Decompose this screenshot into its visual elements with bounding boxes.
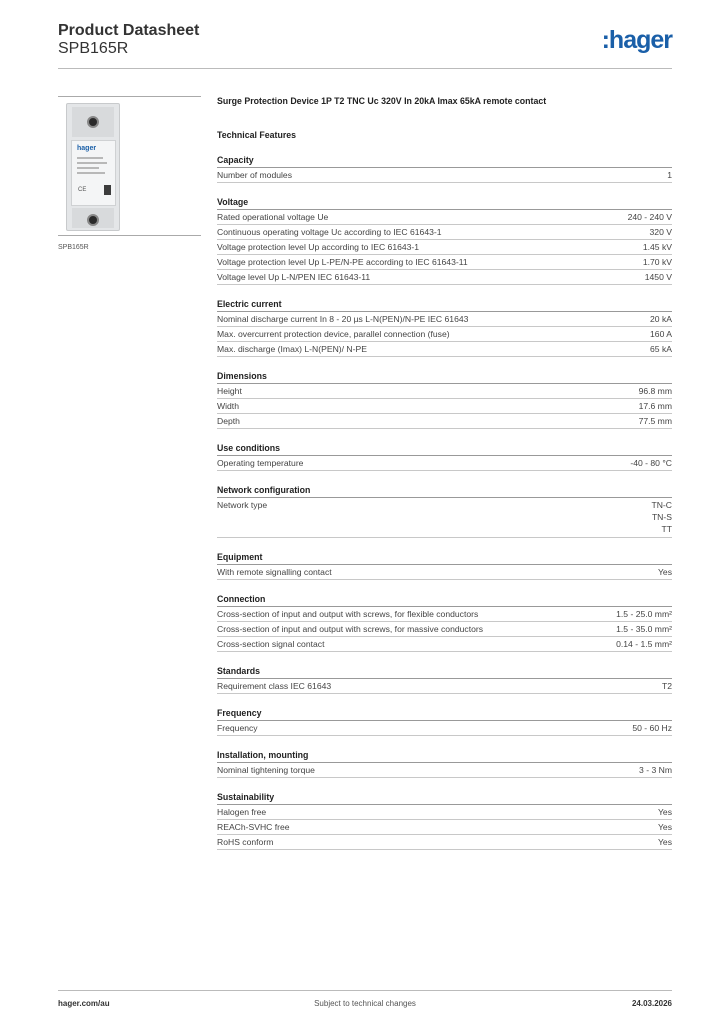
page-title: Product Datasheet <box>58 22 200 39</box>
device-label-line <box>77 162 107 164</box>
spec-value-line: 1.45 kV <box>642 242 672 252</box>
spec-value <box>616 638 672 650</box>
spec-label: Operating temperature <box>217 458 304 468</box>
spec-row <box>217 240 672 255</box>
spec-row <box>217 270 672 285</box>
page-header <box>58 22 672 68</box>
spec-value <box>650 343 672 355</box>
spec-row <box>217 805 672 820</box>
section-title: Connection <box>217 593 672 607</box>
spec-value-line: 17.6 mm <box>638 401 672 411</box>
device-label-line <box>77 167 99 169</box>
spec-label: Depth <box>217 416 240 426</box>
spec-value <box>628 211 672 223</box>
spec-value-line: 20 kA <box>650 314 672 324</box>
spec-value-line: 65 kA <box>650 344 672 354</box>
spec-row <box>217 456 672 471</box>
spec-label: Continuous operating voltage Uc according to IEC 61643-1 <box>217 227 442 237</box>
spec-value <box>658 821 672 833</box>
spec-value <box>650 226 672 238</box>
spec-row <box>217 820 672 835</box>
spec-row <box>217 312 672 327</box>
ce-mark: CE <box>78 187 87 193</box>
spec-label: Number of modules <box>217 170 292 180</box>
spec-value <box>667 169 672 181</box>
spec-row <box>217 679 672 694</box>
spec-label: Nominal discharge current In 8 - 20 µs L-N(PEN)/N-PE IEC 61643 <box>217 314 469 324</box>
spec-section <box>217 154 672 183</box>
terminal-screw-icon <box>87 116 99 128</box>
spec-row <box>217 763 672 778</box>
spec-row <box>217 637 672 652</box>
spec-value <box>658 566 672 578</box>
spec-section <box>217 551 672 580</box>
spec-row <box>217 225 672 240</box>
spec-row <box>217 721 672 736</box>
spec-value-line: Yes <box>657 837 672 847</box>
technical-features-title: Technical Features <box>217 130 297 140</box>
spec-value-line: Yes <box>657 822 672 832</box>
spec-label: Rated operational voltage Ue <box>217 212 329 222</box>
spec-label: REACh-SVHC free <box>217 822 290 832</box>
spec-value <box>616 623 672 635</box>
footer-divider <box>58 990 672 991</box>
section-title: Dimensions <box>217 370 672 384</box>
spec-value-line: 1 <box>667 170 672 180</box>
feature-sections <box>217 154 672 850</box>
section-title: Electric current <box>217 298 672 312</box>
spec-value <box>658 806 672 818</box>
spec-label: Cross-section of input and output with screws, for flexible conductors <box>217 609 479 619</box>
spec-row <box>217 622 672 637</box>
spec-section <box>217 442 672 471</box>
section-title: Network configuration <box>217 484 672 498</box>
spec-value <box>643 256 672 268</box>
product-image <box>58 96 201 236</box>
spec-row <box>217 498 672 538</box>
section-title: Installation, mounting <box>217 749 672 763</box>
spec-value-line: 0.14 - 1.5 mm² <box>616 639 672 649</box>
spec-section <box>217 370 672 429</box>
spec-row <box>217 414 672 429</box>
spec-section <box>217 593 672 652</box>
spec-value <box>632 722 672 734</box>
spec-row <box>217 168 672 183</box>
spec-value-line: T2 <box>661 681 672 691</box>
spec-value-line: 3 - 3 Nm <box>639 765 672 775</box>
spec-label: With remote signalling contact <box>217 567 332 577</box>
spec-value-line: -40 - 80 °C <box>630 458 672 468</box>
spec-row <box>217 327 672 342</box>
spec-label: Nominal tightening torque <box>217 765 315 775</box>
spec-value-line: 77.5 mm <box>638 416 672 426</box>
section-title: Equipment <box>217 551 672 565</box>
hager-logo: :hager <box>601 26 672 54</box>
spec-value-line: 1.5 - 35.0 mm² <box>616 624 672 634</box>
spec-row <box>217 399 672 414</box>
spec-value <box>616 608 672 620</box>
spec-value <box>645 271 672 283</box>
spec-label: Network type <box>217 500 268 510</box>
spec-label: Width <box>217 401 239 411</box>
terminal-screw-icon <box>87 214 99 226</box>
footer-notice: Subject to technical changes <box>314 999 416 1008</box>
spec-value <box>651 499 672 536</box>
section-title: Sustainability <box>217 791 672 805</box>
spec-label: Voltage protection level Up according to IEC 61643-1 <box>217 242 420 252</box>
spec-label: Cross-section of input and output with screws, for massive conductors <box>217 624 484 634</box>
spec-label: Height <box>217 386 242 396</box>
datasheet-content <box>217 95 672 850</box>
spec-section <box>217 196 672 285</box>
spec-label: Voltage level Up L-N/PEN IEC 61643-11 <box>217 272 371 282</box>
spec-value <box>650 313 672 325</box>
spec-section <box>217 484 672 538</box>
spec-label: Cross-section signal contact <box>217 639 325 649</box>
spec-value-line: 1.5 - 25.0 mm² <box>616 609 672 619</box>
section-title: Standards <box>217 665 672 679</box>
spec-value <box>630 457 672 469</box>
footer-date: 24.03.2026 <box>631 999 672 1008</box>
device-illustration <box>66 103 120 231</box>
spec-row <box>217 384 672 399</box>
spec-value-line: 1.70 kV <box>642 257 672 267</box>
footer-website: hager.com/au <box>58 999 110 1008</box>
section-title: Use conditions <box>217 442 672 456</box>
spec-value <box>643 241 672 253</box>
section-title: Capacity <box>217 154 672 168</box>
spec-value <box>639 400 672 412</box>
header-divider <box>58 68 672 69</box>
spec-value <box>658 836 672 848</box>
spec-label: Max. overcurrent protection device, parallel connection (fuse) <box>217 329 450 339</box>
spec-value-line: TN-S <box>651 512 672 522</box>
status-window <box>104 185 111 195</box>
spec-label: RoHS conform <box>217 837 274 847</box>
spec-value-line: 1450 V <box>644 272 672 282</box>
device-label-line <box>77 157 103 159</box>
product-code: SPB165R <box>58 40 129 57</box>
spec-value-line: 96.8 mm <box>638 386 672 396</box>
spec-label: Max. discharge (Imax) L-N(PEN)/ N-PE <box>217 344 367 354</box>
image-caption: SPB165R <box>58 244 89 251</box>
spec-row <box>217 255 672 270</box>
spec-value-line: TN-C <box>651 500 672 510</box>
spec-value <box>662 680 672 692</box>
device-label-line <box>77 172 105 174</box>
spec-value-line: 240 - 240 V <box>627 212 672 222</box>
spec-section <box>217 298 672 357</box>
spec-row <box>217 607 672 622</box>
spec-value <box>639 385 672 397</box>
spec-value-line: TT <box>661 524 672 534</box>
spec-value-line: Yes <box>657 807 672 817</box>
spec-value <box>639 764 672 776</box>
spec-value-line: Yes <box>657 567 672 577</box>
spec-label: Voltage protection level Up L-PE/N-PE according to IEC 61643-11 <box>217 257 468 267</box>
spec-section <box>217 791 672 850</box>
spec-row <box>217 835 672 850</box>
device-front-panel <box>71 140 116 206</box>
spec-label: Halogen free <box>217 807 267 817</box>
spec-section <box>217 749 672 778</box>
spec-row <box>217 210 672 225</box>
spec-value-line: 50 - 60 Hz <box>632 723 672 733</box>
product-title: Surge Protection Device 1P T2 TNC Uc 320V In 20kA Imax 65kA remote contact <box>217 96 547 106</box>
section-title: Voltage <box>217 196 672 210</box>
section-title: Frequency <box>217 707 672 721</box>
spec-value <box>650 328 672 340</box>
spec-value <box>639 415 672 427</box>
device-logo: hager <box>77 145 97 152</box>
spec-value-line: 160 A <box>650 329 672 339</box>
spec-value-line: 320 V <box>649 227 672 237</box>
spec-label: Frequency <box>217 723 258 733</box>
spec-section <box>217 665 672 694</box>
spec-row <box>217 565 672 580</box>
spec-section <box>217 707 672 736</box>
spec-row <box>217 342 672 357</box>
spec-label: Requirement class IEC 61643 <box>217 681 332 691</box>
